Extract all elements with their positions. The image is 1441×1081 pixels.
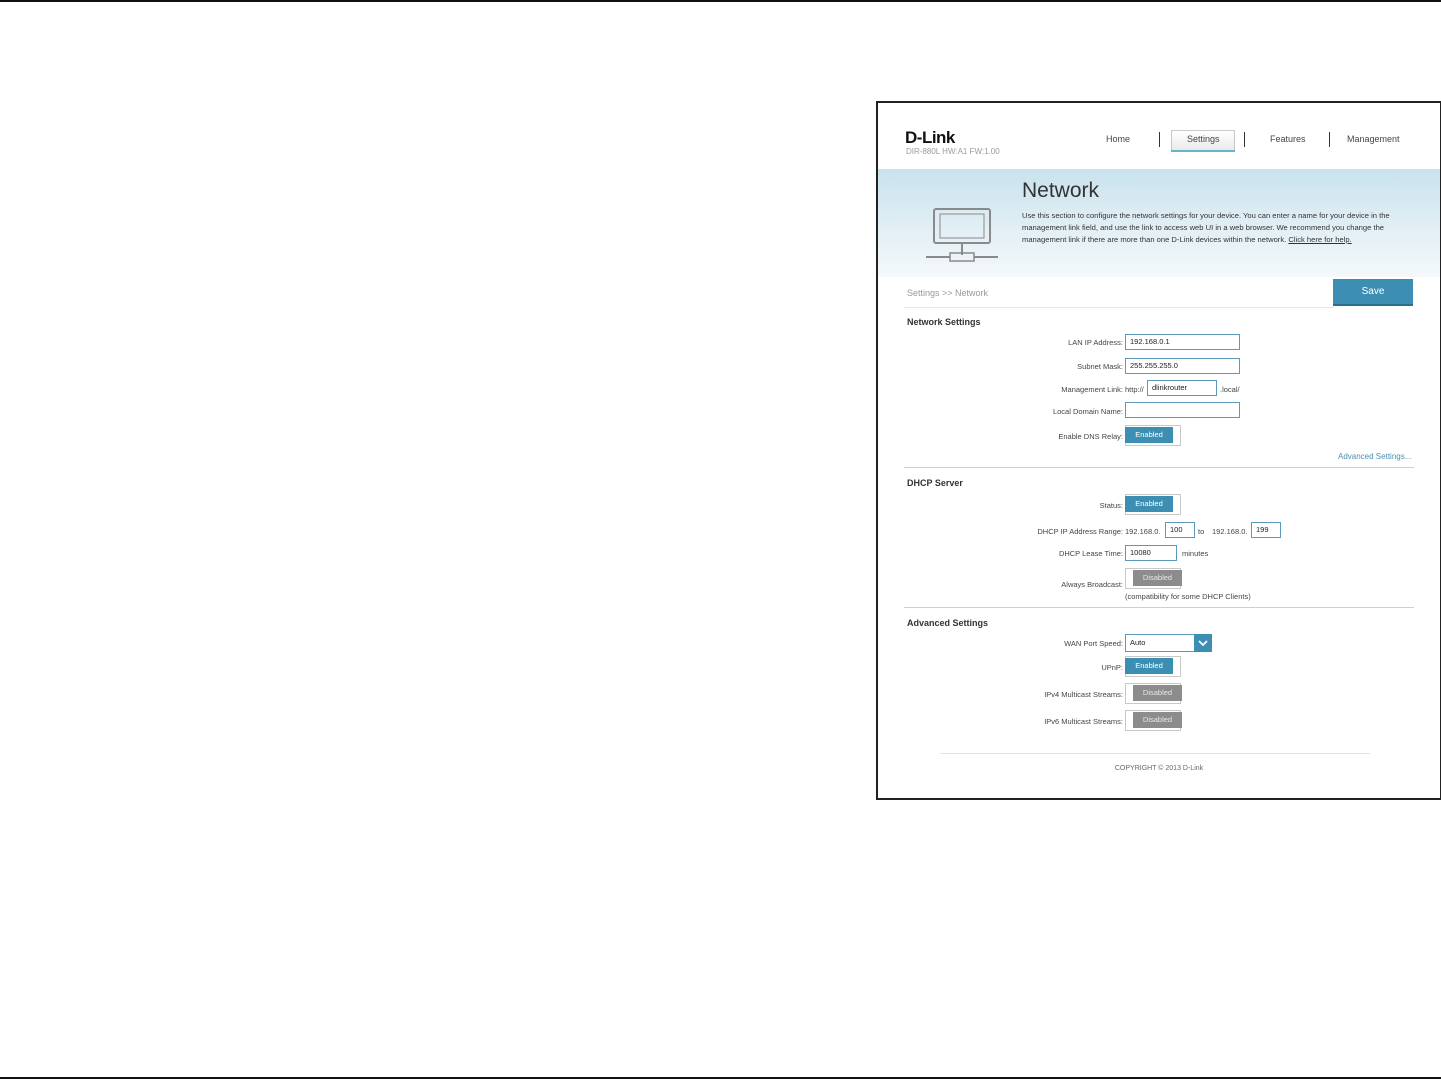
breadcrumb: Settings >> Network — [907, 288, 989, 298]
nav-home[interactable]: Home — [1106, 134, 1131, 144]
lan-ip-input[interactable]: 192.168.0.1 — [1125, 334, 1240, 350]
dhcp-range-prefix-start: 192.168.0. — [1125, 527, 1161, 536]
header — [878, 103, 1440, 169]
management-link-input[interactable]: dlinkrouter — [1147, 380, 1217, 396]
toggle-state: Disabled — [1133, 685, 1182, 701]
nav-management[interactable]: Management — [1347, 134, 1400, 144]
network-computer-icon — [924, 205, 1000, 267]
save-button[interactable]: Save — [1333, 279, 1413, 306]
local-domain-label: Local Domain Name: — [1052, 407, 1123, 416]
nav-active-indicator — [1171, 150, 1235, 152]
help-link[interactable]: Click here for help. — [1288, 235, 1352, 244]
network-banner — [878, 169, 1440, 277]
toggle-state: Enabled — [1125, 427, 1173, 443]
section-title-network: Network Settings — [907, 317, 981, 327]
section-title-advanced: Advanced Settings — [907, 618, 989, 628]
dhcp-status-label: Status: — [1099, 501, 1123, 510]
footer-divider — [940, 753, 1370, 754]
nav-features[interactable]: Features — [1270, 134, 1306, 144]
toggle-state: Enabled — [1125, 496, 1173, 512]
section-divider — [904, 607, 1414, 608]
management-link-label: Management Link: — [1061, 385, 1123, 394]
nav-settings[interactable]: Settings — [1187, 134, 1220, 144]
page-title: Network — [1022, 179, 1100, 202]
always-broadcast-label: Always Broadcast: — [1061, 580, 1123, 589]
page-bottom-rule — [0, 1077, 1441, 1079]
dlink-logo: D-Link — [905, 128, 955, 147]
nav-separator — [1159, 132, 1160, 147]
wan-speed-select[interactable] — [1125, 634, 1212, 652]
wan-speed-label: WAN Port Speed: — [1064, 639, 1123, 648]
dhcp-range-prefix-end: 192.168.0. — [1212, 527, 1248, 536]
dhcp-range-end-input[interactable]: 199 — [1251, 522, 1281, 538]
wan-speed-value: Auto — [1125, 634, 1195, 652]
page-description — [1022, 210, 1414, 246]
management-link-suffix: .local/ — [1220, 385, 1240, 394]
description-text: Use this section to configure the network settings for your device. You can enter a name for your device in the management link field, and use the link to access web UI in a web browser. We recommend you change the management link if there are more than one D-Link devices within the network. — [1022, 211, 1390, 244]
dhcp-range-start-input[interactable]: 100 — [1165, 522, 1195, 538]
copyright-text: COPYRIGHT © 2013 D-Link — [1114, 765, 1204, 772]
toggle-state: Disabled — [1133, 712, 1182, 728]
chevron-down-icon — [1194, 634, 1212, 652]
ipv4-multicast-label: IPv4 Multicast Streams: — [1044, 690, 1123, 699]
nav-separator — [1244, 132, 1245, 147]
management-link-prefix: http:// — [1125, 385, 1144, 394]
nav-separator — [1329, 132, 1330, 147]
model-info: DIR-880L HW:A1 FW:1.00 — [906, 147, 1000, 156]
router-ui-screenshot — [876, 101, 1441, 800]
lan-ip-label: LAN IP Address: — [1068, 338, 1123, 347]
breadcrumb-divider — [904, 307, 1334, 308]
section-title-dhcp: DHCP Server — [907, 478, 963, 488]
lease-time-input[interactable]: 10080 — [1125, 545, 1177, 561]
toggle-state: Enabled — [1125, 658, 1173, 674]
dns-relay-label: Enable DNS Relay: — [1058, 432, 1123, 441]
lease-time-label: DHCP Lease Time: — [1058, 549, 1123, 558]
broadcast-note: (compatibility for some DHCP Clients) — [1125, 592, 1251, 601]
upnp-label: UPnP: — [1101, 663, 1123, 672]
lease-time-unit: minutes — [1182, 549, 1209, 558]
page-top-rule — [0, 0, 1441, 2]
advanced-settings-link[interactable]: Advanced Settings... — [1338, 452, 1412, 461]
local-domain-input[interactable] — [1125, 402, 1240, 418]
dhcp-range-to: to — [1198, 527, 1205, 536]
subnet-mask-input[interactable]: 255.255.255.0 — [1125, 358, 1240, 374]
ipv6-multicast-label: IPv6 Multicast Streams: — [1044, 717, 1123, 726]
dhcp-range-label: DHCP IP Address Range: — [1037, 527, 1123, 536]
subnet-mask-label: Subnet Mask: — [1077, 362, 1123, 371]
toggle-state: Disabled — [1133, 570, 1182, 586]
section-divider — [904, 467, 1414, 468]
